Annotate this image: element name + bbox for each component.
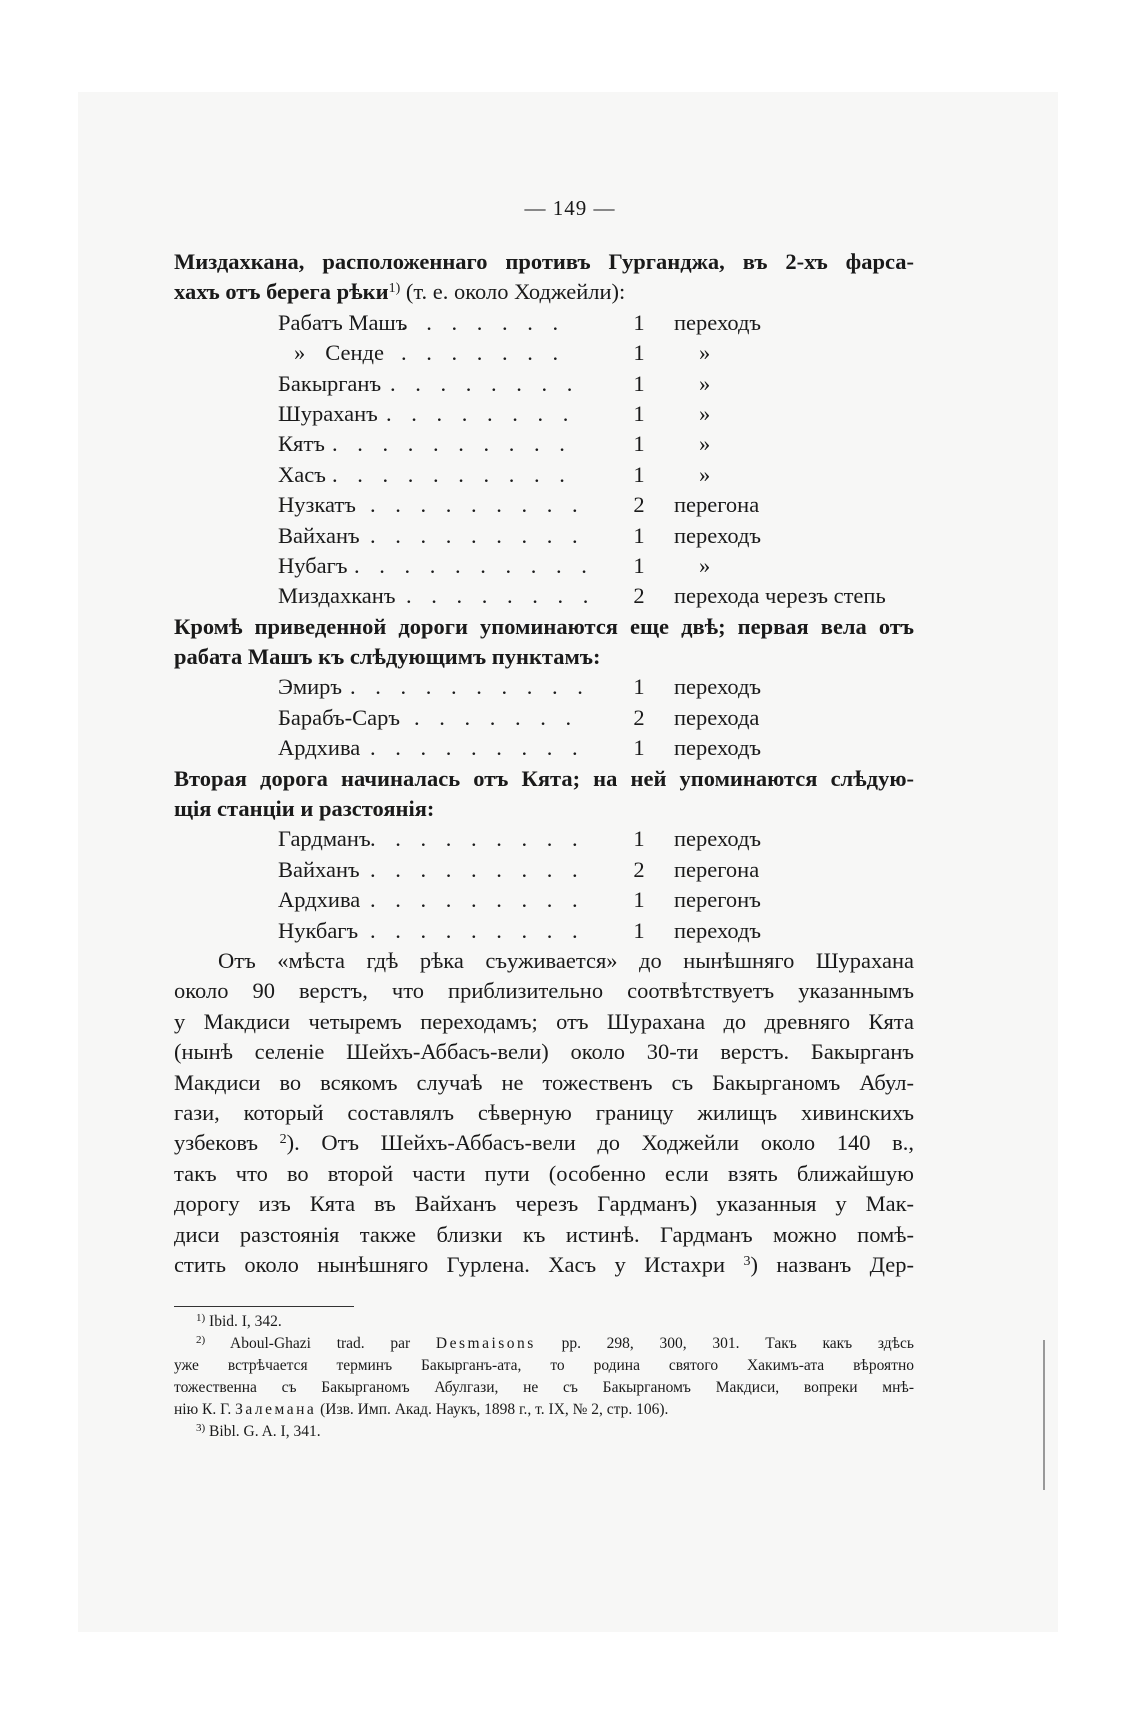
station-name: Хасъ	[278, 461, 326, 487]
leader-dots: . . . . . . . .	[386, 400, 576, 426]
station-name: Барабъ-Саръ	[278, 704, 401, 730]
footnote-rule	[174, 1306, 354, 1307]
text-line: Вторая дорога начиналась отъ Кята; на ней упоминаются слѣдую-	[174, 765, 914, 791]
footnote-ref[interactable]: 3	[743, 1253, 751, 1269]
stage-count: 1	[633, 552, 645, 578]
stage-unit: переходъ	[674, 674, 762, 700]
route-row	[174, 672, 914, 702]
station-name: Ардхива	[278, 735, 361, 761]
stage-unit: переходъ	[674, 522, 762, 548]
leader-dots: . . . . . . . . .	[370, 856, 585, 882]
route-row	[174, 885, 914, 915]
route-row	[174, 916, 914, 946]
route-row	[174, 429, 914, 459]
footnote-text: уже встрѣчается терминъ Бакырганъ-ата, то родина святого Хакимъ-ата вѣроятно	[174, 1357, 914, 1374]
footnote-line	[174, 1399, 914, 1421]
route-row	[174, 581, 914, 611]
text-line	[174, 1250, 914, 1280]
stage-unit: перегона	[674, 856, 760, 882]
stage-count: 1	[633, 522, 645, 548]
leader-dots: . . . . . . . . .	[370, 887, 585, 913]
stage-unit: перегона	[674, 492, 760, 518]
route-list-main	[174, 308, 914, 612]
leader-dots: . . . . . . . . . .	[332, 461, 572, 487]
footnote-mark: 2)	[196, 1334, 206, 1346]
leader-dots: . . . . . . . . .	[370, 522, 585, 548]
text-fragment: (т. е. около Ходжейли):	[405, 279, 626, 305]
route-row	[174, 521, 914, 551]
leader-dots: . . . . . . .	[414, 704, 579, 730]
route-row	[174, 460, 914, 490]
stage-unit: »	[699, 370, 711, 396]
stage-count: 2	[633, 583, 645, 609]
station-name: Рабатъ Машъ	[278, 309, 408, 335]
route-row	[174, 308, 914, 338]
station-name: Нубагъ	[278, 552, 348, 578]
stage-unit: переходъ	[674, 826, 762, 852]
scan-margin-line	[1043, 1340, 1045, 1490]
station-name: Миздахканъ	[278, 583, 396, 609]
route-row	[174, 338, 914, 368]
station-name: Вайханъ	[278, 856, 360, 882]
stage-unit: »	[699, 340, 711, 366]
main-text	[174, 247, 914, 1280]
footnote-mark: 3)	[196, 1422, 206, 1434]
stage-count: 1	[633, 461, 645, 487]
leader-dots: . . . . . . . . . .	[332, 431, 572, 457]
leader-dots: . . . . . . .	[401, 309, 566, 335]
stage-count: 1	[633, 887, 645, 913]
footnote-ref[interactable]: 2	[279, 1132, 287, 1148]
text-line: щія станціи и разстоянія:	[174, 796, 435, 822]
text-fragment: узбековъ	[174, 1130, 259, 1156]
footnote-line	[196, 1333, 914, 1355]
footnote	[174, 1421, 914, 1443]
stage-unit: перегонъ	[674, 887, 761, 913]
page-number: — 149 —	[524, 196, 616, 220]
footnote-text: (Изв. Имп. Акад. Наукъ, 1898 г., т. IX, № 2, стр. 106).	[320, 1401, 669, 1418]
route-row	[174, 399, 914, 429]
stage-unit: переходъ	[674, 917, 762, 943]
stage-unit: »	[699, 400, 711, 426]
text-line: такъ что во второй части пути (особенно если взять ближайшую	[174, 1160, 914, 1186]
text-fragment: стить около нынѣшняго Гурлена. Хасъ у Истахри	[174, 1251, 726, 1277]
stage-count: 1	[633, 826, 645, 852]
footnote-line	[174, 1377, 914, 1399]
stage-unit: переходъ	[674, 735, 762, 761]
leader-dots: . . . . . . . . . .	[350, 674, 590, 700]
route-row	[174, 551, 914, 581]
stage-unit: переходъ	[674, 309, 762, 335]
station-name: Шураханъ	[278, 400, 378, 426]
stage-unit: »	[699, 431, 711, 457]
route-row	[174, 733, 914, 763]
stage-count: 2	[633, 492, 645, 518]
text-line	[174, 1128, 914, 1158]
stage-count: 2	[633, 704, 645, 730]
route-row	[174, 490, 914, 520]
leader-dots: . . . . . . . . .	[370, 826, 585, 852]
text-fragment: ) названъ Дер-	[750, 1251, 915, 1277]
text-fragment: хахъ отъ берега рѣки	[174, 279, 389, 305]
station-label: Сенде	[325, 340, 384, 366]
author-name: Desmaisons	[435, 1335, 536, 1352]
leader-dots: . . . . . . . . .	[370, 735, 585, 761]
leader-dots: . . . . . . . . .	[370, 492, 585, 518]
stage-unit: »	[699, 552, 711, 578]
route-list-first-road	[174, 672, 914, 763]
station-name: Гардманъ	[278, 826, 371, 852]
text-line: (нынѣ селеніе Шейхъ-Аббасъ-вели) около 30-ти верстъ. Бакырганъ	[174, 1039, 914, 1065]
text-fragment: ). Отъ Шейхъ-Аббасъ-вели до Ходжейли около 140 в.,	[286, 1130, 914, 1156]
stage-unit: перехода	[674, 704, 760, 730]
station-name	[294, 338, 384, 368]
footnote-ref[interactable]: 1)	[388, 281, 401, 297]
text-line: Миздахкана, расположеннаго противъ Гурганджа, въ 2-хъ фарса-	[174, 249, 914, 274]
stage-count: 1	[633, 370, 645, 396]
footnote	[174, 1333, 914, 1355]
stage-count: 1	[633, 340, 645, 366]
leader-dots: . . . . . . . .	[390, 370, 580, 396]
text-line: около 90 верстъ, что приблизительно соотвѣтствуетъ указаннымъ	[174, 978, 914, 1004]
station-name: Кятъ	[278, 431, 325, 457]
route-row	[174, 855, 914, 885]
text-line	[174, 277, 914, 307]
stage-count: 1	[633, 400, 645, 426]
stage-unit: »	[699, 461, 711, 487]
text-line: Отъ «мѣста гдѣ рѣка съуживается» до нынѣшняго Шурахана	[218, 947, 914, 973]
text-line: у Макдиси четыремъ переходамъ; отъ Шурахана до древняго Кята	[174, 1008, 914, 1034]
footnotes	[174, 1311, 914, 1443]
stage-count: 1	[633, 735, 645, 761]
station-name: Бакырганъ	[278, 370, 382, 396]
leader-dots: . . . . . . . . .	[370, 917, 585, 943]
footnote	[174, 1311, 914, 1333]
station-name: Ардхива	[278, 887, 361, 913]
leader-dots: . . . . . . .	[401, 340, 566, 366]
footnote-mark: 1)	[196, 1312, 206, 1324]
text-line: дорогу изъ Кята въ Вайханъ черезъ Гардманъ) указанныя у Мак-	[174, 1191, 914, 1217]
route-row	[174, 824, 914, 854]
ditto-mark: »	[294, 340, 306, 366]
stage-count: 1	[633, 674, 645, 700]
stage-unit: перехода черезъ степь	[674, 583, 886, 609]
route-row	[174, 703, 914, 733]
footnote-line	[174, 1355, 914, 1377]
text-line: рабата Машъ къ слѣдующимъ пунктамъ:	[174, 644, 601, 670]
footnote-text: нію К. Г.	[174, 1401, 232, 1418]
text-line: Кромѣ приведенной дороги упоминаются еще двѣ; первая вела отъ	[174, 613, 914, 639]
stage-count: 1	[633, 309, 645, 335]
station-name: Нузкатъ	[278, 492, 356, 518]
leader-dots: . . . . . . . .	[406, 583, 596, 609]
route-row	[174, 369, 914, 399]
text-line: Макдиси во всякомъ случаѣ не тожественъ съ Бакырганомъ Абул-	[174, 1069, 914, 1095]
footnote-text: Aboul-Ghazi trad. par	[230, 1335, 411, 1352]
text-line: гази, который составлялъ сѣверную границу жилищъ хивинскихъ	[174, 1099, 914, 1125]
footnote-text: Bibl. G. A. I, 341.	[209, 1423, 321, 1440]
leader-dots: . . . . . . . . . .	[354, 552, 594, 578]
station-name: Вайханъ	[278, 522, 360, 548]
stage-count: 2	[633, 856, 645, 882]
station-name: Эмиръ	[278, 674, 343, 700]
footnote-text: pp. 298, 300, 301. Такъ какъ здѣсь	[561, 1335, 915, 1352]
stage-count: 1	[633, 917, 645, 943]
footnote-text: Ibid. I, 342.	[209, 1313, 282, 1330]
author-name: Залемана	[235, 1401, 317, 1418]
stage-count: 1	[633, 431, 645, 457]
text-line: диси разстоянія также близки къ истинѣ. Гардманъ можно помѣ-	[174, 1221, 914, 1247]
route-list-second-road	[174, 824, 914, 946]
station-name: Нукбагъ	[278, 917, 359, 943]
footnote-text: тожественна съ Бакырганомъ Абулгази, не съ Бакырганомъ Макдиси, вопреки мнѣ-	[174, 1379, 914, 1396]
